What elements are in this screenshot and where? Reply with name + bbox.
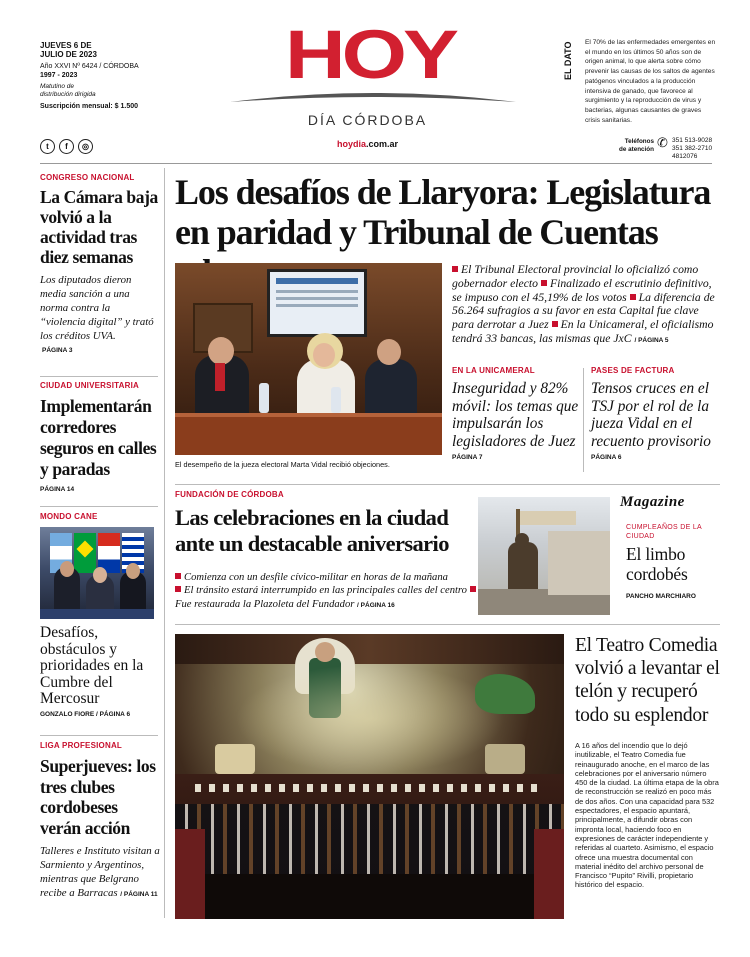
story-mondo-cane[interactable] [40, 512, 158, 521]
story-kicker: CIUDAD UNIVERSITARIA [40, 381, 139, 390]
bullet-square [452, 266, 458, 272]
page-ref: PÁGINA 6 [591, 454, 622, 462]
magazine-kicker: CUMPLEAÑOS DE LA CIUDAD [626, 524, 702, 540]
website[interactable] [260, 139, 475, 149]
twitter-icon[interactable]: t [40, 139, 55, 154]
author: GONZALO FIORE [40, 710, 95, 718]
phones-label-line: Teléfonos [624, 138, 654, 145]
logo-subtitle: DÍA CÓRDOBA [307, 112, 428, 128]
logo[interactable]: HOY [284, 15, 456, 93]
mercosur-photo [40, 527, 154, 619]
years-line: 1997 - 2023 [40, 72, 78, 79]
bullet-square [541, 280, 547, 286]
anniversary-bullet: El tránsito estará interrumpido en las principales calles del centro [184, 585, 467, 597]
divider [583, 368, 584, 472]
date-line: JUEVES 6 DE [40, 41, 92, 50]
column-divider [164, 168, 165, 918]
issue-line: Año XXVI Nº 6424 / CÓRDOBA [40, 63, 139, 70]
page-ref: / PÁGINA 11 [120, 891, 158, 898]
story-headline[interactable]: Superjueves: los tres clubes cordobeses verán acción [40, 756, 156, 838]
story-headline[interactable]: La Cámara baja volvió a la actividad tras diez semanas [40, 187, 158, 267]
page-ref: PÁGINA 3 [42, 347, 73, 354]
story-summary: Los diputados dieron media sanción a una norma contra la “violencia digital” y trató los créditos UVA. [40, 274, 154, 342]
social-links [40, 139, 97, 154]
lead-headline[interactable]: Los desafíos de Llaryora: Legislatura en paridad y Tribunal de Cuentas [175, 172, 711, 252]
phones-label-line: de atención [619, 146, 654, 153]
story-unicameral[interactable] [452, 366, 580, 461]
divider [175, 484, 720, 485]
byline [40, 711, 160, 718]
phone-number: 351 513-9028 [672, 137, 713, 144]
magazine-photo [478, 497, 610, 615]
masthead-left [40, 41, 190, 111]
story-kicker: PASES DE FACTURA [591, 366, 675, 375]
lead-bullet: La diferencia de 56.264 sufragios a su favor en esta Capital fue clave para derrotar a Juez [452, 290, 715, 332]
page-ref: / PÁGINA 6 [95, 710, 131, 718]
lead-bullet: En la Unicameral, el oficialismo tendrá 33 bancas, las mismas que JxC [452, 318, 714, 345]
story-pases[interactable] [591, 366, 721, 461]
edition-note: distribución dirigida [40, 91, 96, 98]
story-kicker: FUNDACIÓN DE CÓRDOBA [175, 490, 284, 499]
website-tld: .com.ar [366, 139, 399, 149]
bullet-square [175, 573, 181, 579]
website-domain: hoydia [336, 139, 366, 149]
story-kicker: CONGRESO NACIONAL [40, 173, 135, 182]
story-mondo-cane-text[interactable] [40, 625, 160, 718]
instagram-icon[interactable]: ◎ [78, 139, 93, 154]
anniversary-bullet: Fue restaurada la Plazoleta del Fundador [175, 598, 355, 610]
date-line: JULIO DE 2023 [40, 50, 97, 59]
story-congreso[interactable] [40, 173, 158, 354]
logo-swoosh [228, 88, 518, 106]
lead-photo [175, 263, 442, 455]
story-headline[interactable]: Implementarán corredores seguros en calles y paradas [40, 396, 157, 479]
magazine-author: PANCHO MARCHIARO [626, 593, 696, 600]
subscription: Suscripción mensual: $ 1.500 [40, 103, 139, 110]
datum-text: El 70% de las enfermedades emergentes en el mundo en los últimos 50 años son de origen animal, lo que alerta sobre cómo prevenir las causas de los saltos de agentes patógenos vinculados a la producción intensiva de ganado, que favorece al surgimiento y la reproducción de virus y bacterias, algunas causantes de graves crisis sanitarias. [585, 39, 716, 124]
theatre-photo [175, 634, 564, 919]
phone-number: 351 382-2710 [672, 145, 713, 153]
theatre-headline[interactable]: El Teatro Comedia volvió a levantar el telón y recuperó todo su esplendor [575, 635, 720, 726]
story-summary [40, 844, 160, 902]
phone-list [672, 137, 712, 162]
divider [40, 376, 158, 377]
page-ref: PÁGINA 14 [40, 486, 75, 493]
story-headline[interactable]: Las celebraciones en la ciudad ante un destacable aniversario [175, 505, 449, 556]
datum-label: EL DATO [563, 41, 573, 80]
story-headline[interactable]: Inseguridad y 82% móvil: los temas que impulsarán los legisladores de Juez [452, 380, 579, 450]
divider [175, 624, 720, 625]
masthead-rule [40, 163, 712, 164]
story-aniversario[interactable] [175, 490, 475, 557]
page-ref: PÁGINA 7 [452, 454, 483, 462]
page-ref: / PÁGINA 5 [634, 336, 669, 344]
story-kicker: LIGA PROFESIONAL [40, 741, 123, 750]
lead-bullet: El Tribunal Electoral provincial lo oficializó como gobernador electo [452, 263, 699, 290]
bullet-square [470, 586, 476, 592]
phones-label [604, 138, 654, 154]
story-headline[interactable]: Desafíos, obstáculos y prioridades en la Cumbre del Mercosur [40, 624, 144, 707]
summary-text: Talleres e Instituto visitan a Sarmiento y Argentinos, mientras que Belgrano recibe a Barracas [40, 845, 160, 899]
facebook-icon[interactable]: f [59, 139, 74, 154]
divider [40, 735, 158, 736]
bullet-square [175, 586, 181, 592]
edition-note: Matutino de [40, 83, 74, 90]
story-headline[interactable]: Tensos cruces en el TSJ por el rol de la jueza Vidal en el recuento provisorio [591, 380, 711, 450]
story-kicker: MONDO CANE [40, 512, 98, 521]
bullet-square [552, 321, 558, 327]
story-liga[interactable] [40, 741, 160, 902]
story-kicker: EN LA UNICAMERAL [452, 366, 535, 375]
magazine-label: Magazine [620, 494, 685, 510]
divider [40, 506, 158, 507]
magazine-headline[interactable]: El limbo cordobés [626, 544, 688, 584]
anniversary-bullet: Comienza con un desfile cívico-militar en horas de la mañana [184, 572, 448, 583]
lead-bullet: Finalizado el escrutinio definitivo, se impuso con el 45,19% de los votos [452, 276, 712, 304]
lead-photo-caption: El desempeño de la jueza electoral Marta Vidal recibió objeciones. [175, 460, 390, 469]
anniversary-bullets [175, 571, 480, 612]
page-ref: / PÁGINA 16 [357, 601, 395, 609]
story-ciudad-universitaria[interactable] [40, 381, 158, 493]
lead-bullets [452, 263, 722, 348]
theatre-body: A 16 años del incendio que lo dejó inutilizable, el Teatro Comedia fue reinaugurado anoche, en el marco de las celebraciones por el aniversario número 450 de la ciudad. La última etapa de la obra de reconstrucción se realizó en poco más de dos años. Con una capacidad para 532 espectadores, el espacio apuntará, principalmente, a difundir obras con impronta local, haciendo foco en expresiones de carácter independiente y referidas al cuarteto. Asimismo, el espacio ofrece una muestra documental con material inédito del archivo personal de Francisco “Pupito” Rivilli, propietario histórico del espacio. [575, 741, 719, 890]
phone-number: 4812076 [672, 153, 698, 161]
bullet-square [630, 294, 636, 300]
phone-icon: ✆ [657, 135, 668, 150]
